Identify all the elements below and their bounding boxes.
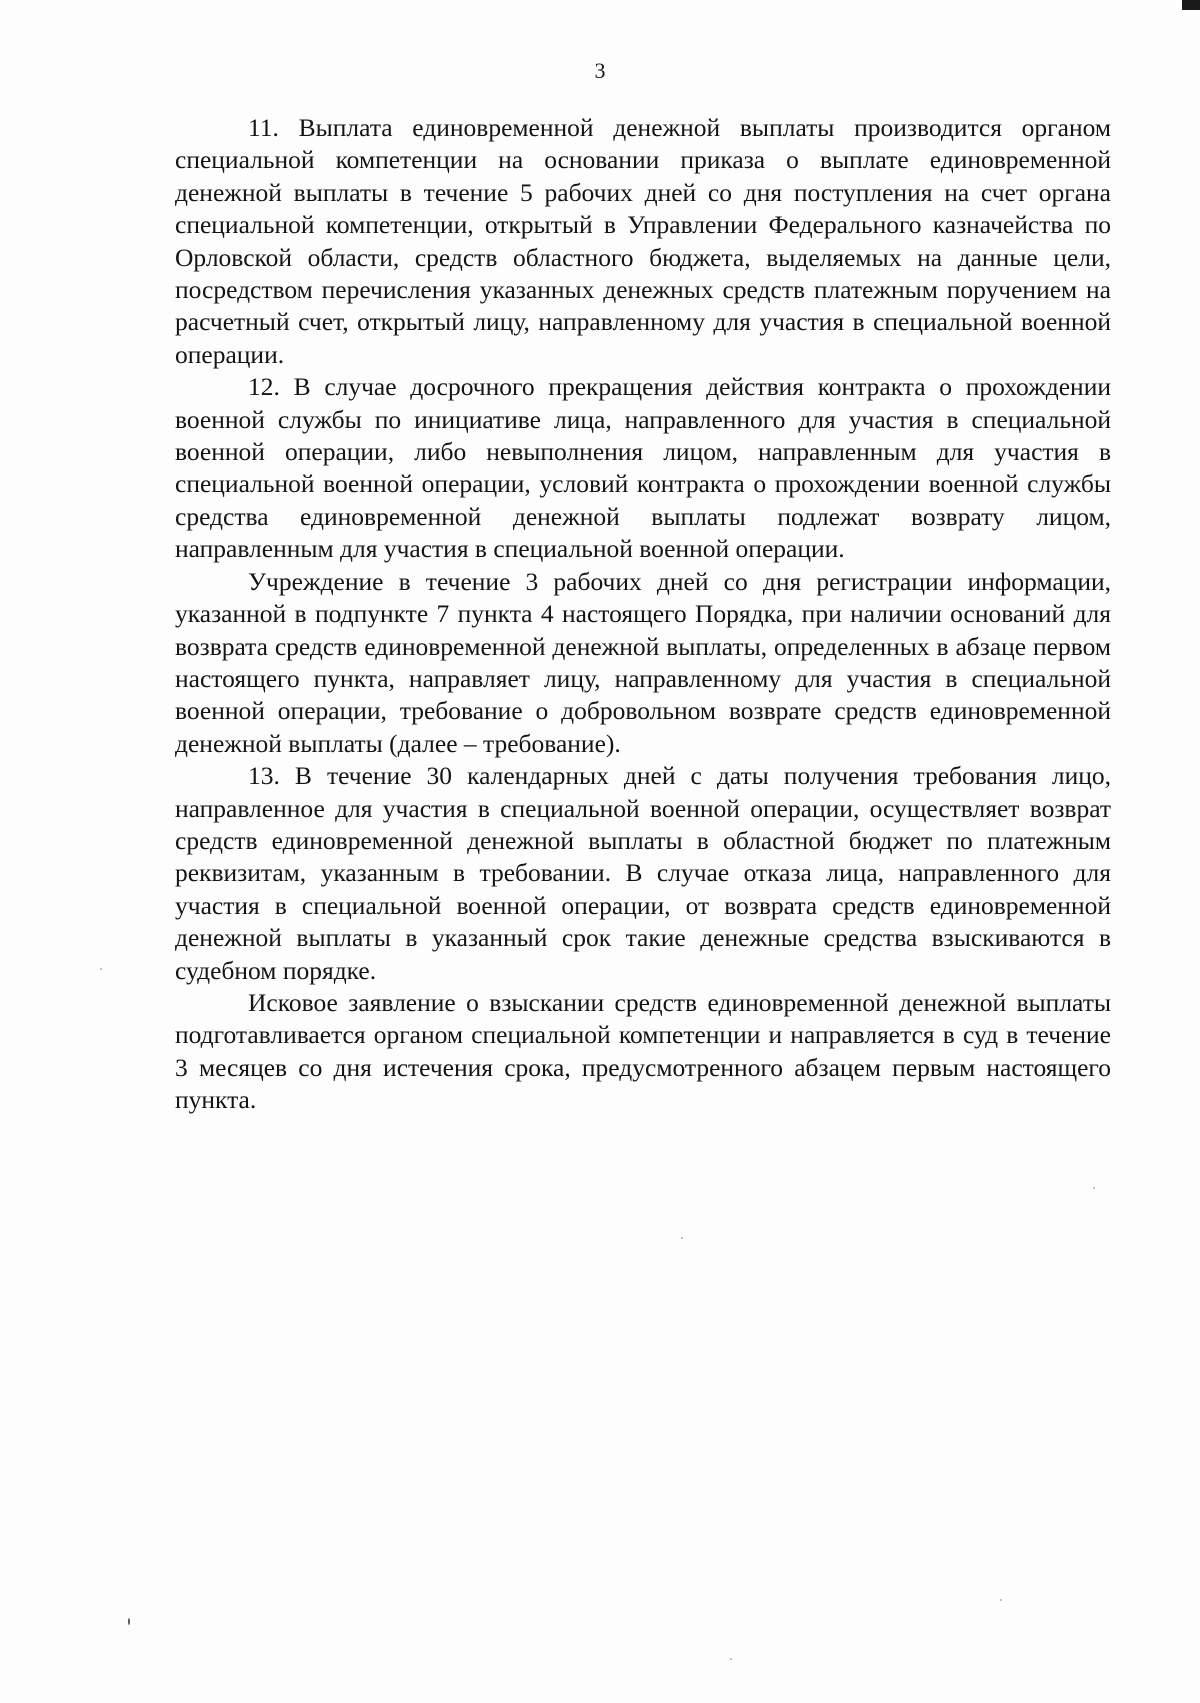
scan-speck — [1000, 1599, 1002, 1601]
scan-speck — [100, 968, 102, 970]
paragraph-12-refund-request: Учреждение в течение 3 рабочих дней со дня регистрации информации, указанной в подпункте 7 пункта 4 настоящего Порядка, при наличии оснований для возврата средств единовременной денежной выплаты, определенных в абзаце первом настоящего пункта, направляет лицу, направленному для участия в специальной военной операции, требование о добровольном возврате средств единовременной денежной выплаты (далее – требование). — [175, 566, 1111, 758]
document-body — [175, 112, 1111, 1117]
scan-corner-mark — [1182, 0, 1200, 10]
scan-speck — [1093, 1187, 1095, 1189]
scan-speck — [730, 1658, 732, 1660]
scan-speck — [128, 1618, 130, 1625]
paragraph-13: 13. В течение 30 календарных дней с даты получения требования лицо, направленное для участия в специальной военной операции, осуществляет возврат средств единовременной денежной выплаты в областной бюджет по платежным реквизитам, указанным в требовании. В случае отказа лица, направленного для участия в специальной военной операции, от возврата средств единовременной денежной выплаты в указанный срок такие денежные средства взыскиваются в судебном порядке. — [175, 761, 1111, 985]
paragraph-12: 12. В случае досрочного прекращения действия контракта о прохождении военной службы по инициативе лица, направленного для участия в специальной военной операции, либо невыполнения лицом, направленным для участия в специальной военной операции, условий контракта о прохождении военной службы средства единовременной денежной выплаты подлежат возврату лицом, направленным для участия в специальной военной операции. — [175, 372, 1111, 564]
paragraph-11: 11. Выплата единовременной денежной выплаты производится органом специальной компетенции на основании приказа о выплате единовременной денежной выплаты в течение 5 рабочих дней со дня поступления на счет органа специальной компетенции, открытый в Управлении Федерального казначейства по Орловской области, средств областного бюджета, выделяемых на данные цели, посредством перечисления указанных денежных средств платежным поручением на расчетный счет, открытый лицу, направленному для участия в специальной военной операции. — [175, 113, 1111, 369]
page-number: 3 — [594, 58, 606, 83]
paragraph-13-lawsuit: Исковое заявление о взыскании средств единовременной денежной выплаты подготавливается органом специальной компетенции и направляется в суд в течение 3 месяцев со дня истечения срока, предусмотренного абзацем первым настоящего пункта. — [175, 987, 1111, 1115]
scan-speck — [681, 1237, 683, 1239]
